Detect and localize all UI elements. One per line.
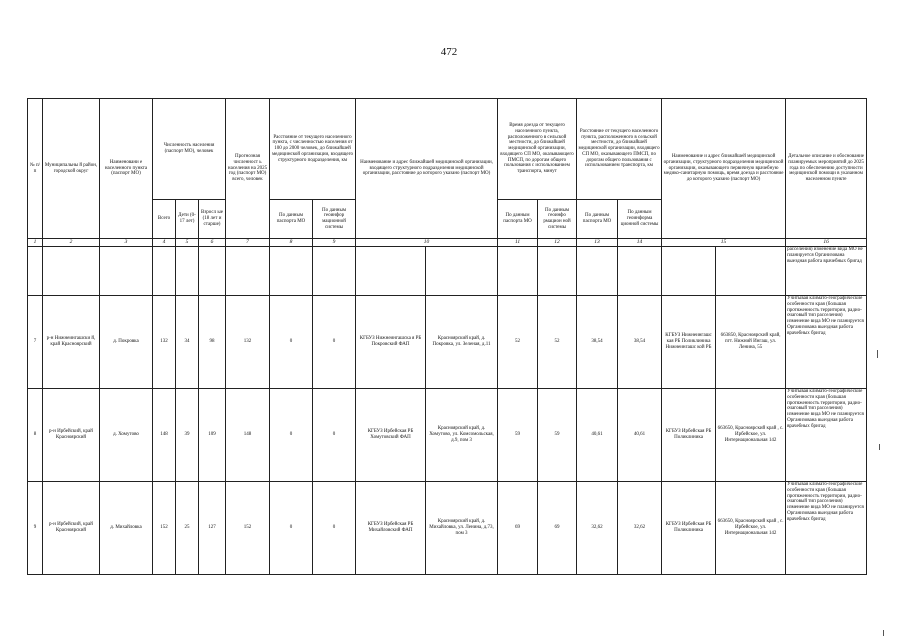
header-population-children: Дети (0-17 лет) [176,200,199,239]
pmsp-name: КГБУЗ Ирбейская РБ Поликлиника [662,482,716,575]
km-gis: 32,62 [618,482,662,575]
header-number: № п/ п [28,99,43,239]
distance-gis: 0 [313,296,356,389]
table-row [28,296,867,389]
header-mo-name-address: Наименование и адрес ближайшей медицинской организации, входящего структурного подразделения медицинской организации, расстояние до которого указано (паспорт МО) [356,99,498,239]
population-forecast: 152 [226,482,270,575]
row-number: 9 [28,482,43,575]
mo-name: КГБУЗ Ирбейская РБ Михайловский ФАП [356,482,426,575]
measures-description: Учитывая климато-географические особенности края (большая протяженность территории, радио-очаговый тип расселения) изменение вида МО не планируется Организована выездная работа врачебных бригад [786,482,867,575]
header-row [28,99,867,200]
distance-gis: 0 [313,482,356,575]
index-cell: 9 [313,239,356,247]
row-number: 7 [28,296,43,389]
pmsp-address: 663650, Красноярский край , с. Ирбейское, ул. Интернациональная 142 [716,482,786,575]
distance-passport: 0 [270,482,313,575]
header-population-total: Всего [153,200,176,239]
measures-description: Учитывая климато-географические особенности края (большая протяженность территории, радио-очаговый тип расселения) изменение вида МО не планируется Организована выездная работа врачебных бригад [786,389,867,482]
header-settlement: Наименовани е населенного пункта (паспорт МО) [100,99,153,239]
index-cell: 6 [199,239,226,247]
header-population-adults: Взросл ые (18 лет и старше) [199,200,226,239]
index-row [28,239,867,247]
mo-address: Красноярский край, д. Покровка, ул. Зеленая, д.11 [426,296,498,389]
table-row [28,389,867,482]
distance-passport: 0 [270,389,313,482]
pmsp-name: КГБУЗ Нижнеингашс кая РБ Поликлиника Нижнеингашс кой РБ [662,296,716,389]
time-gis: 52 [538,296,577,389]
header-km-gis: По данным геоинформа ционной системы [618,200,662,239]
district: р-н Ирбейский, край Красноярский [43,389,100,482]
district: р-н Нижнеингашски й, край Красноярский [43,296,100,389]
distance-passport: 0 [270,296,313,389]
header-time-passport: По данным паспорта МО [498,200,538,239]
time-gis: 59 [538,389,577,482]
km-passport: 40,61 [577,389,618,482]
medical-access-table [27,98,867,575]
header-population: Численность населения (паспорт МО), человек [153,99,226,200]
population-children: 34 [176,296,199,389]
pmsp-address: 663850, Красноярский край, пгт. Нижний Ингаш, ул. Ленина, 55 [716,296,786,389]
index-cell: 5 [176,239,199,247]
header-description: Детальное описание и обоснование планируемых мероприятий до 2025 года по обеспечению доступности медицинской помощи в указанном населенном пункте [786,99,867,239]
scan-margin-mark [879,444,880,450]
population-adults: 109 [199,389,226,482]
pmsp-name: КГБУЗ Ирбейская РБ Поликлиника [662,389,716,482]
measures-description: Учитывая климато-географические особенности края (большая протяженность территории, радио-очаговый тип расселения) изменение вида МО не планируется Организована выездная работа врачебных бригад [786,296,867,389]
distance-gis: 0 [313,389,356,482]
mo-name: КГБУЗ Ирбейская РБ Хомутовский ФАП [356,389,426,482]
time-passport: 52 [498,296,538,389]
index-cell: 2 [43,239,100,247]
continuation-row [28,247,867,296]
page-number: 472 [440,46,458,58]
scan-margin-mark [883,630,884,636]
population-total: 132 [153,296,176,389]
mo-name: КГБУЗ Нижнеингашска я РБ Покровский ФАП [356,296,426,389]
header-forecast: Прогнозная численност ь населения на 2025 год (паспорт МО) всего, человек [226,99,270,239]
km-passport: 38,54 [577,296,618,389]
index-cell: 15 [662,239,786,247]
header-distance-gis: По данным геоинфор мационной системы [313,200,356,239]
time-gis: 69 [538,482,577,575]
population-adults: 127 [199,482,226,575]
header-distance: Расстояние от текущего населенного пункта, с численностью населения от 100 до 2000 человек, до ближайшей медицинской организации, входящего структурного подразделения, км [270,99,356,200]
district: р-н Ирбейский, край Красноярский [43,482,100,575]
population-adults: 98 [199,296,226,389]
row-number: 8 [28,389,43,482]
settlement: д. Хомутово [100,389,153,482]
header-travel-distance: Расстояние от текущего населенного пункта, расположенного в сельской местности, до ближайшей медицинской организации, входящего СП МО, оказывающего ПМСП, по дорогам общего пользования с использованием транспорта, км [577,99,662,200]
pmsp-address: 663650, Красноярский край , с. Ирбейское, ул. Интернациональная 142 [716,389,786,482]
index-cell: 3 [100,239,153,247]
index-cell: 1 [28,239,43,247]
population-children: 39 [176,389,199,482]
continuation-description: расселения) изменение вида МО не планируется Организована выездная работа врачебных бригад [786,247,867,296]
table-row [28,482,867,575]
header-km-passport: По данным паспорта МО [577,200,618,239]
header-travel-time: Время доезда от текущего населенного пункта, расположенного в сельской местности, до ближайшей медицинской организации, входящего СП МО, оказывающего ПМСП, по дорогам общего пользования с использованием транспорта, минут [498,99,577,200]
km-passport: 32,62 [577,482,618,575]
population-forecast: 148 [226,389,270,482]
header-district: Муниципальны й район, городской округ [43,99,100,239]
time-passport: 59 [498,389,538,482]
index-cell: 14 [618,239,662,247]
population-forecast: 132 [226,296,270,389]
population-children: 25 [176,482,199,575]
index-cell: 12 [538,239,577,247]
index-cell: 4 [153,239,176,247]
index-cell: 7 [226,239,270,247]
settlement: д. Михайловка [100,482,153,575]
settlement: д. Покровка [100,296,153,389]
header-pmsp-name-address: Наименование и адрес ближайшей медицинской организации, структурного подразделения медицинской организации, оказывающего первичную врачебную медико-санитарную помощь, время доезда и расстояние до которого указано (паспорт МО) [662,99,786,239]
scan-margin-mark [877,350,878,358]
index-cell: 8 [270,239,313,247]
population-total: 152 [153,482,176,575]
time-passport: 69 [498,482,538,575]
header-time-gis: По данным геоинфо рмацион ной системы [538,200,577,239]
index-cell: 11 [498,239,538,247]
km-gis: 38,54 [618,296,662,389]
mo-address: Красноярский край, д. Хомутово, ул. Комсомольская, д.9, пом 3 [426,389,498,482]
index-cell: 16 [786,239,867,247]
index-cell: 10 [356,239,498,247]
index-cell: 13 [577,239,618,247]
population-total: 148 [153,389,176,482]
mo-address: Красноярский край, д. Михайловка, ул. Ленина, д.73, пом 3 [426,482,498,575]
header-distance-passport: По данным паспорта МО [270,200,313,239]
km-gis: 40,61 [618,389,662,482]
